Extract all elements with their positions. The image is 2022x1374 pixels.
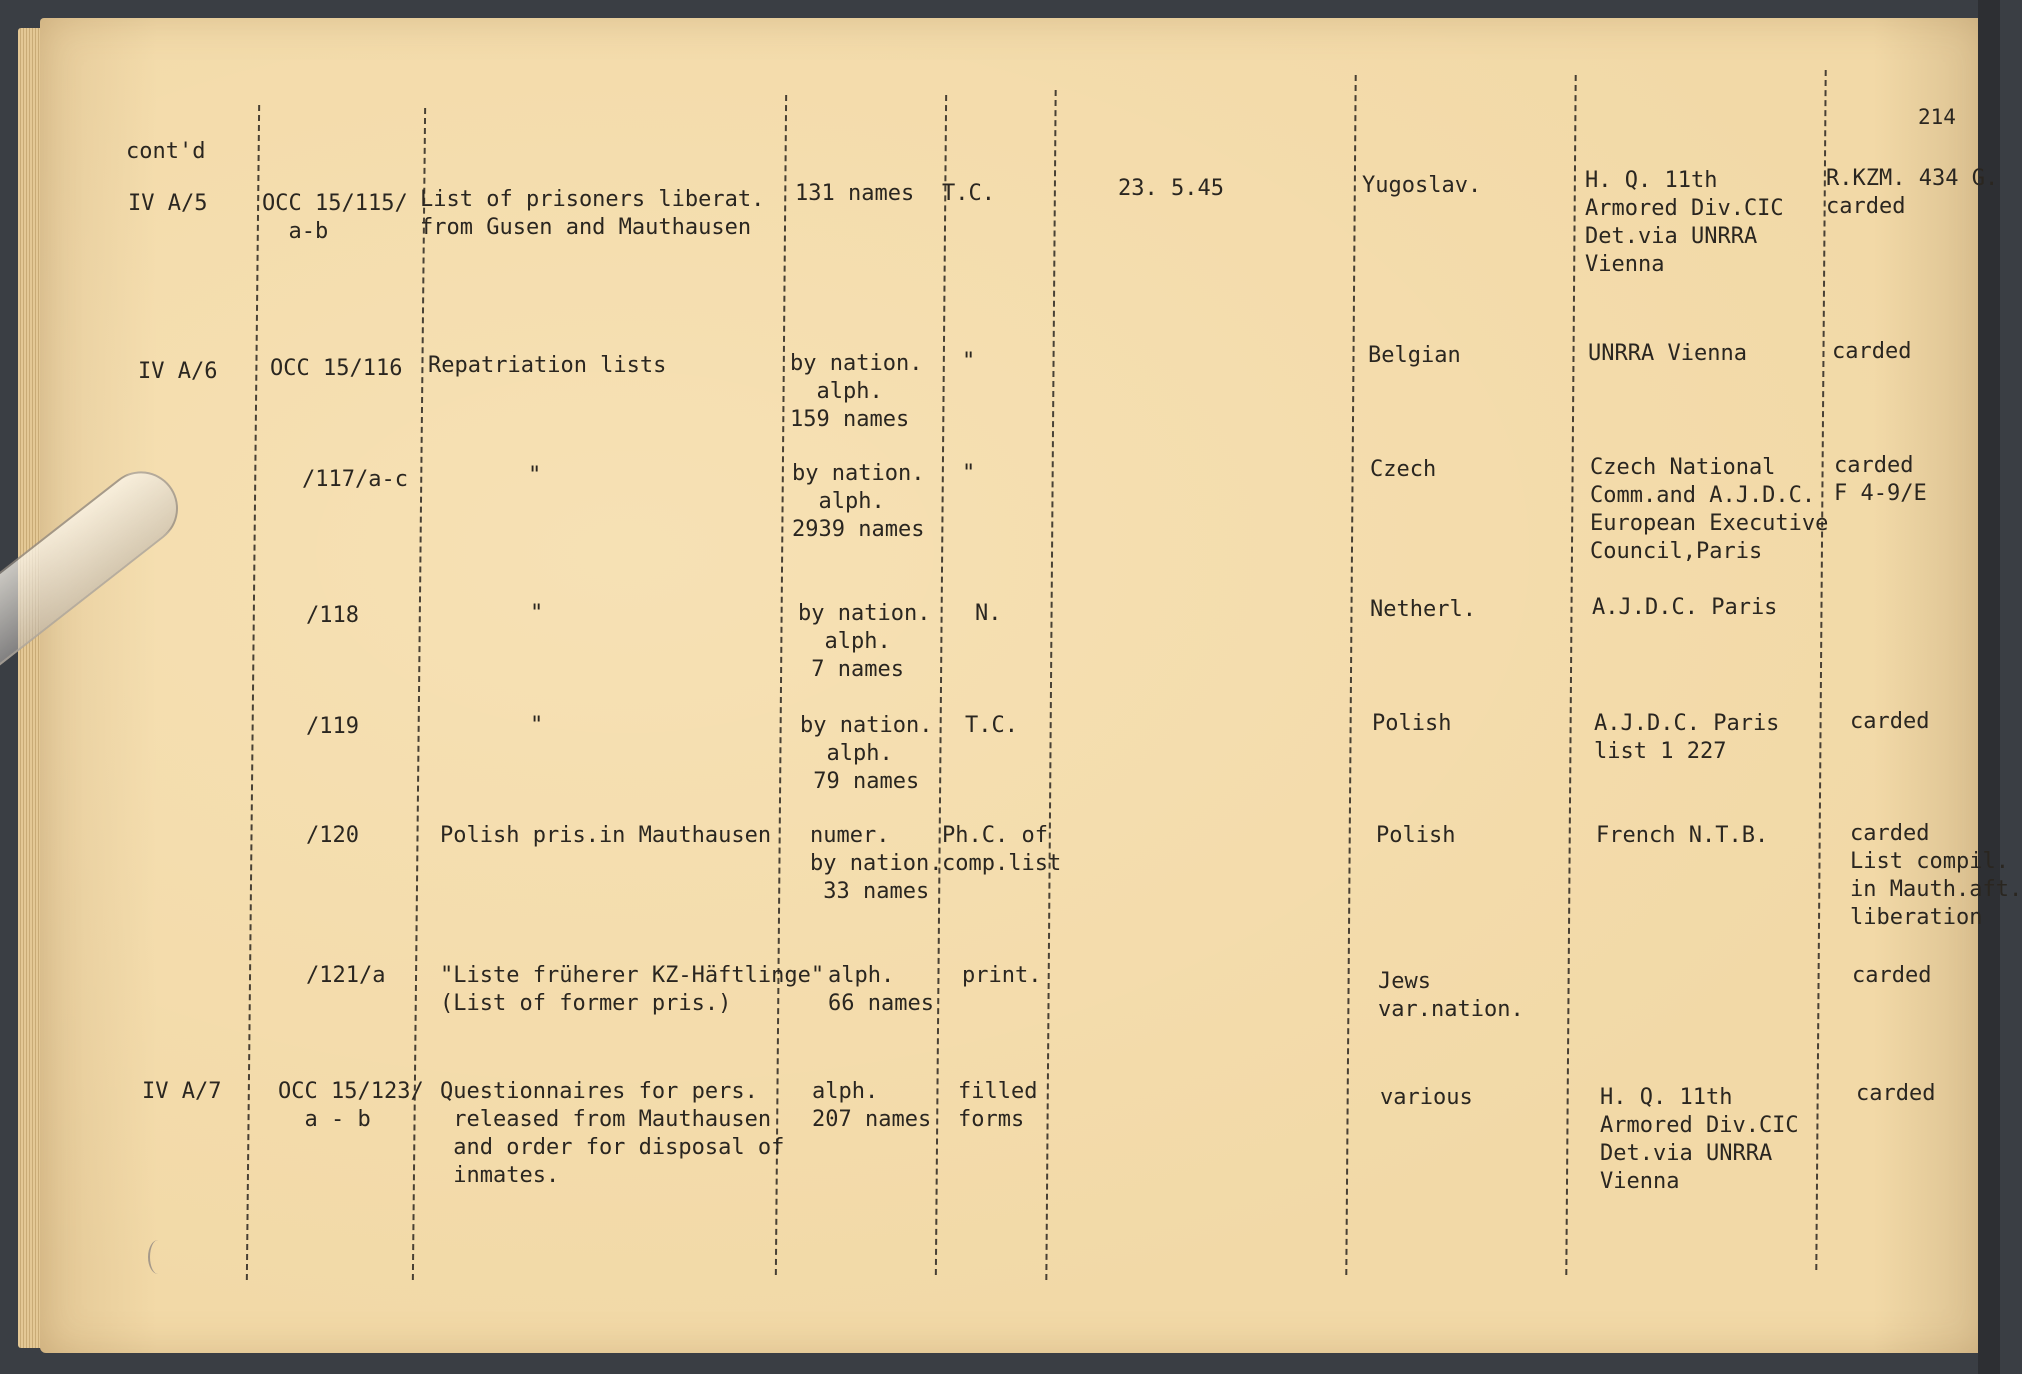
- entry-arrangement: by nation. alph. 159 names: [790, 351, 923, 432]
- entry-signature: /119: [306, 714, 359, 739]
- entry-description: "Liste früherer KZ-Häftlinge" (List of former pris.): [440, 963, 825, 1016]
- entry-description: Repatriation lists: [428, 353, 667, 378]
- entry-type: ": [962, 349, 976, 374]
- entry-remarks: carded: [1856, 1081, 1936, 1106]
- entry-type: Ph.C. of comp.list: [942, 823, 1062, 876]
- entry-signature: /120: [306, 823, 359, 848]
- page-number: 214: [1918, 105, 1956, 129]
- entry-nationality: Netherl.: [1370, 597, 1476, 622]
- entry-remarks: carded: [1850, 709, 1930, 734]
- entry-source: UNRRA Vienna: [1588, 341, 1747, 366]
- entry-source: A.J.D.C. Paris: [1592, 595, 1778, 620]
- entry-arrangement: by nation. alph. 7 names: [798, 601, 931, 682]
- entry-description: ": [528, 463, 542, 488]
- entry-signature: /118: [306, 603, 359, 628]
- entry-signature: /121/a: [306, 963, 386, 988]
- entry-type: filled forms: [958, 1079, 1038, 1132]
- entry-nationality: Belgian: [1368, 343, 1461, 368]
- entry-type: T.C.: [965, 713, 1018, 738]
- entry-type: ": [962, 461, 976, 486]
- entry-signature: /117/a-c: [302, 467, 408, 492]
- entry-arrangement: alph. 66 names: [828, 963, 934, 1016]
- entry-remarks: R.KZM. 434 G. carded: [1826, 166, 1999, 219]
- entry-source: H. Q. 11th Armored Div.CIC Det.via UNRRA Vienna: [1585, 168, 1784, 277]
- entry-nationality: various: [1380, 1085, 1473, 1110]
- entry-description: ": [530, 713, 544, 738]
- entry-arrangement: numer. by nation. 33 names: [810, 823, 943, 904]
- pencil-mark: [148, 1240, 168, 1274]
- entry-source: A.J.D.C. Paris list 1 227: [1594, 711, 1780, 764]
- entry-description: List of prisoners liberat. from Gusen and Mauthausen: [420, 187, 765, 240]
- entry-group: IV A/7: [142, 1079, 222, 1104]
- entry-source: French N.T.B.: [1596, 823, 1769, 848]
- entry-remarks: carded F 4-9/E: [1834, 453, 1927, 506]
- entry-signature: OCC 15/115/ a-b: [262, 191, 408, 244]
- continued-note: cont'd: [126, 139, 206, 164]
- entry-nationality: Czech: [1370, 457, 1437, 482]
- entry-nationality: Yugoslav.: [1362, 173, 1482, 198]
- entry-type: print.: [962, 963, 1042, 988]
- entry-description: Questionnaires for pers. released from Mauthausen and order for disposal of inmates.: [440, 1079, 785, 1188]
- entry-nationality: Polish: [1372, 711, 1452, 736]
- entry-arrangement: by nation. alph. 79 names: [800, 713, 933, 794]
- entry-group: IV A/6: [138, 359, 218, 384]
- entry-source: Czech National Comm.and A.J.D.C. European Executive Council,Paris: [1590, 455, 1829, 564]
- entry-signature: OCC 15/116: [270, 356, 403, 381]
- entry-group: IV A/5: [128, 191, 208, 216]
- entry-signature: OCC 15/123/ a - b: [278, 1079, 424, 1132]
- entry-nationality: Jews var.nation.: [1378, 969, 1524, 1022]
- entry-description: Polish pris.in Mauthausen: [440, 823, 772, 848]
- entry-date: 23. 5.45: [1118, 176, 1224, 201]
- entry-arrangement: 131 names: [795, 181, 915, 206]
- entry-arrangement: alph. 207 names: [812, 1079, 932, 1132]
- entry-remarks: carded: [1832, 339, 1912, 364]
- entry-arrangement: by nation. alph. 2939 names: [792, 461, 925, 542]
- entry-remarks: carded List compil. in Mauth.aft. liberation: [1850, 821, 2022, 930]
- entry-source: H. Q. 11th Armored Div.CIC Det.via UNRRA Vienna: [1600, 1085, 1799, 1194]
- entry-description: ": [530, 601, 544, 626]
- entry-nationality: Polish: [1376, 823, 1456, 848]
- entry-type: T.C.: [942, 181, 995, 206]
- entry-remarks: carded: [1852, 963, 1932, 988]
- entry-type: N.: [975, 601, 1002, 626]
